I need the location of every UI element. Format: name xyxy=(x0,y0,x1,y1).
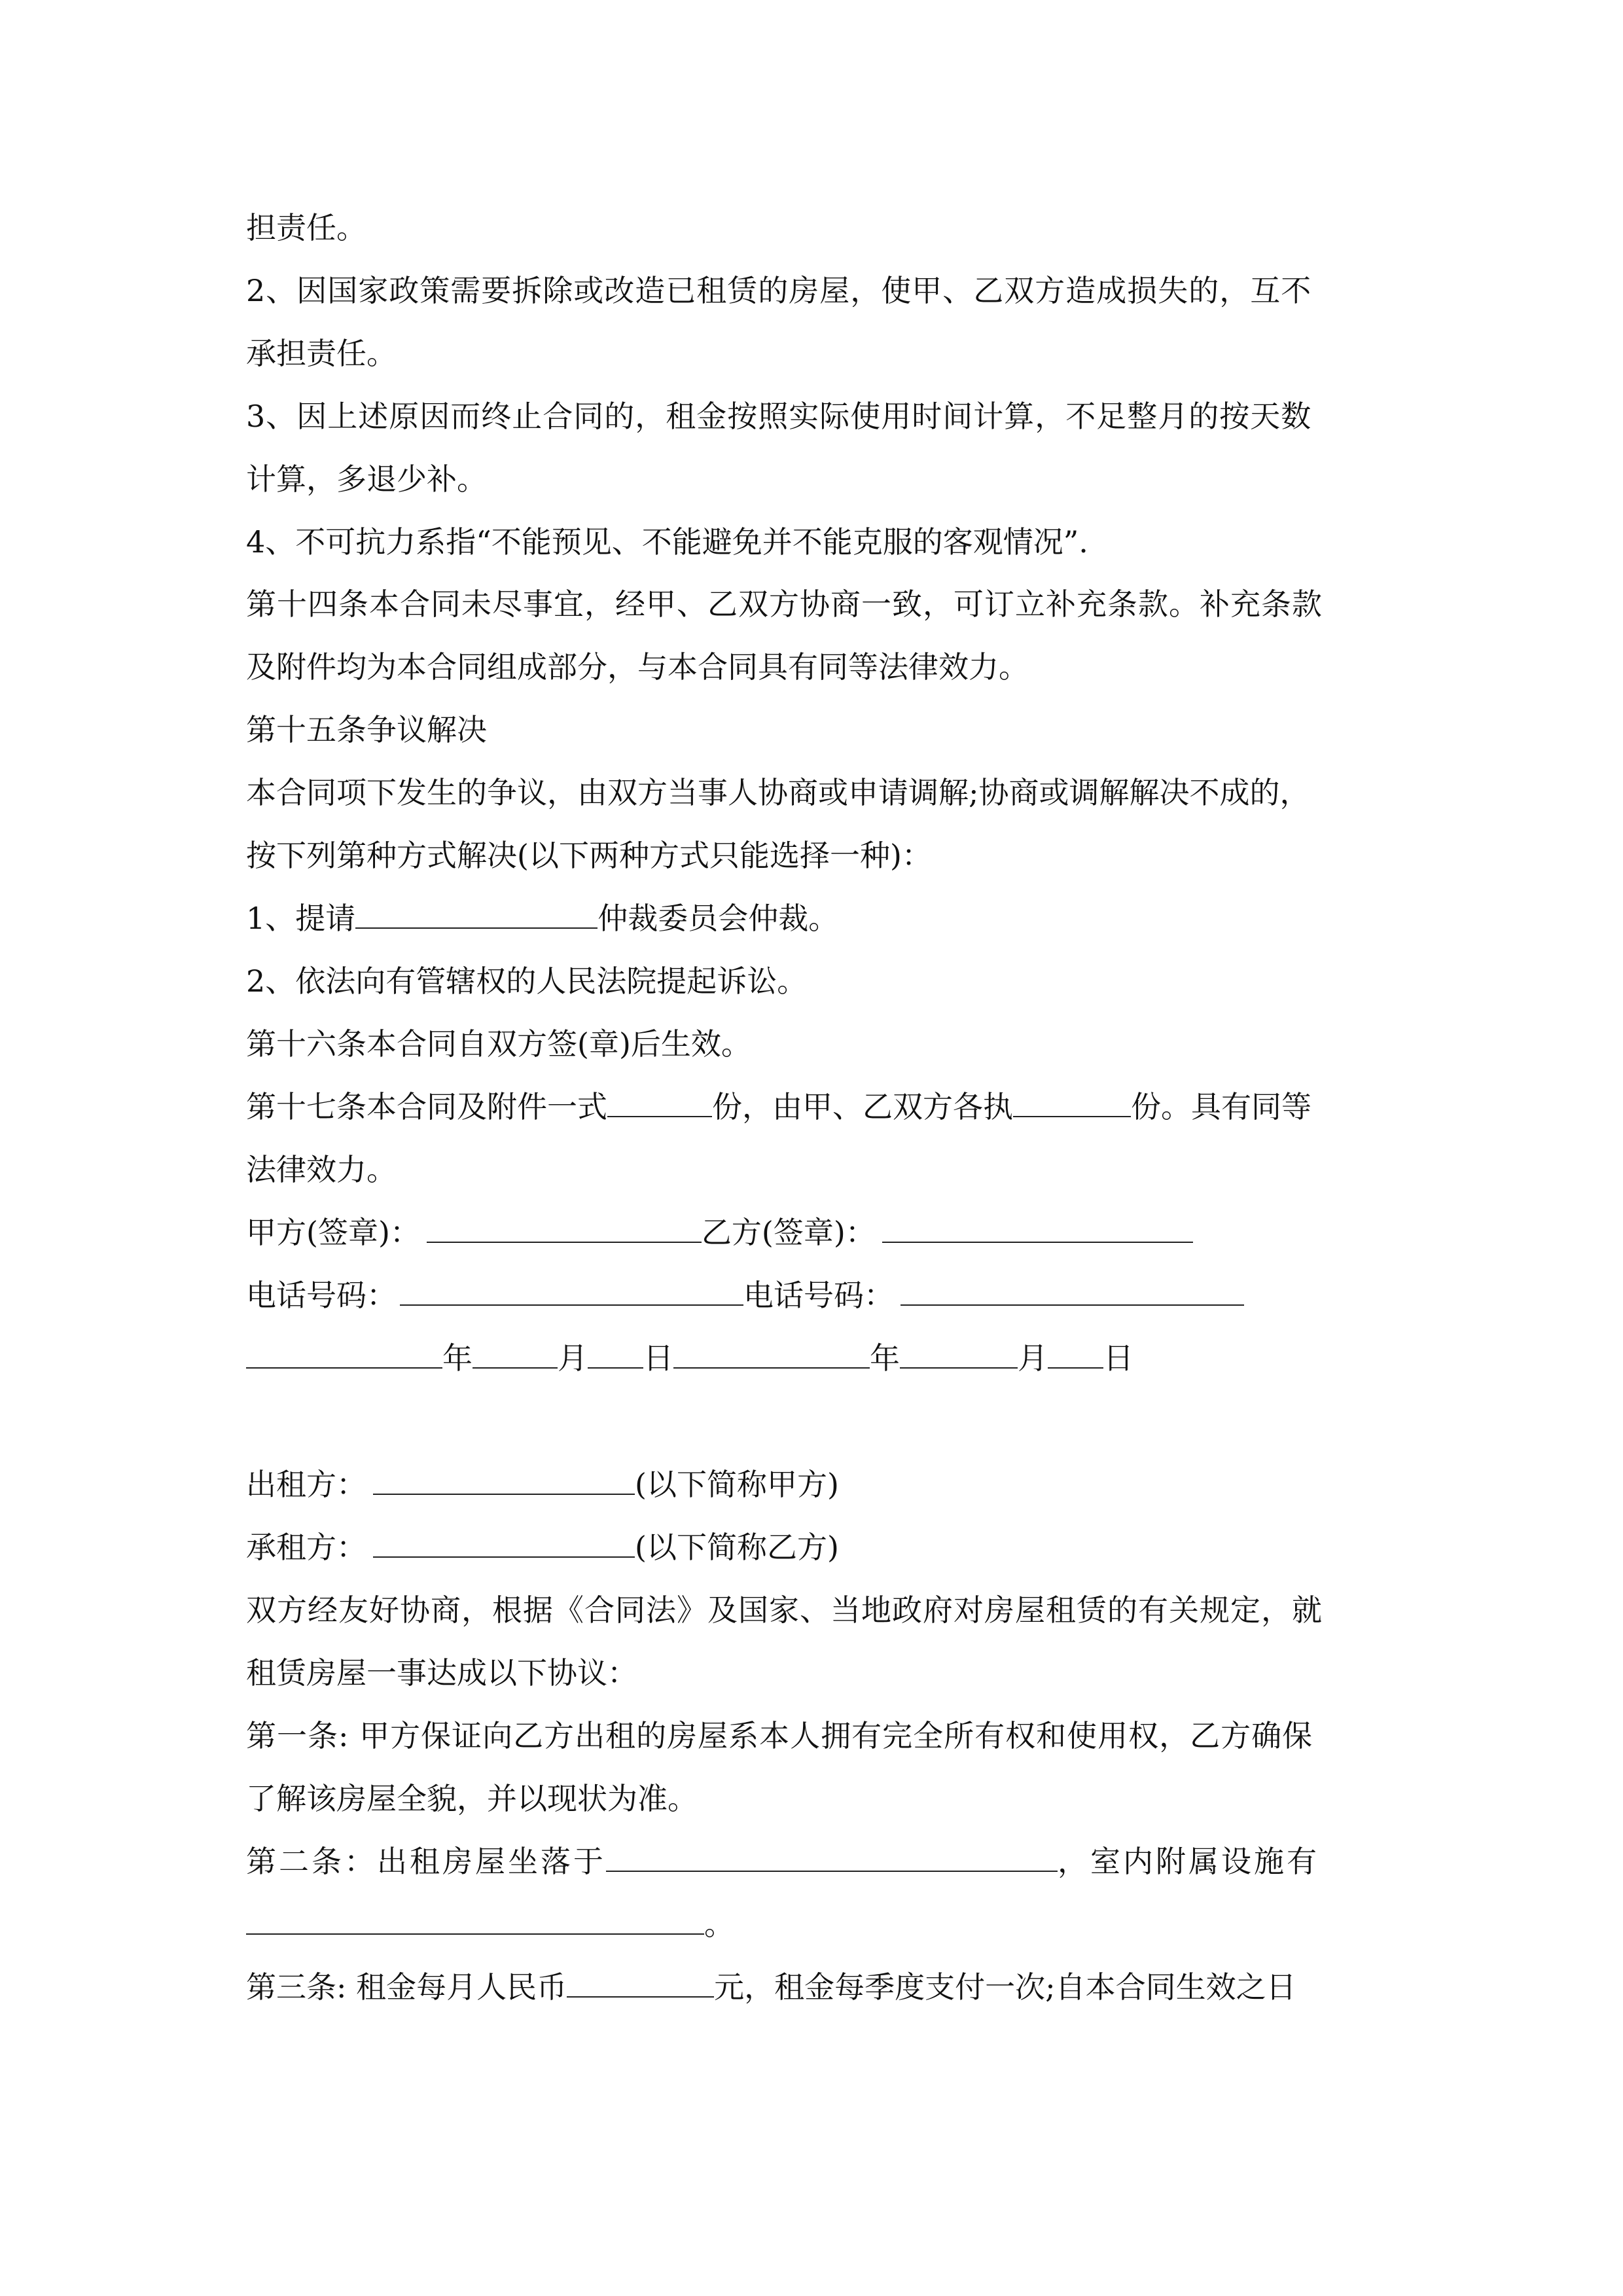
lessor-line xyxy=(246,1465,839,1504)
text-line: 法律效力。 xyxy=(246,1152,397,1187)
text-line: 双方经友好协商，根据《合同法》及国家、当地政府对房屋租赁的有关规定，就 xyxy=(246,1592,1323,1628)
text-line: 计算，多退少补。 xyxy=(246,461,487,497)
monthly-rent-blank[interactable] xyxy=(567,1970,714,1998)
text-line: 了解该房屋全貌，并以现状为准。 xyxy=(246,1781,698,1816)
text-line: 4、不可抗力系指“不能预见、不能避免并不能克服的客观情况”. xyxy=(246,524,1088,560)
party-a-phone-label: 电话号码： xyxy=(246,1278,397,1313)
arbitration-prefix: 1、提请 xyxy=(246,901,356,936)
text-line: 第十六条本合同自双方签(章)后生效。 xyxy=(246,1026,751,1062)
total-copies-blank[interactable] xyxy=(607,1090,712,1117)
party-b-day-blank[interactable] xyxy=(1048,1341,1103,1369)
phone-line xyxy=(246,1276,1244,1315)
article-2-continued xyxy=(246,1905,734,1944)
article-2-end: 。 xyxy=(704,1907,734,1942)
text-line: 承担责任。 xyxy=(246,336,397,371)
copies-line xyxy=(246,1087,1311,1126)
party-a-phone-blank[interactable] xyxy=(400,1278,743,1306)
party-a-signature-label: 甲方(签章)： xyxy=(246,1215,420,1250)
lessee-note: (以下简称乙方) xyxy=(635,1530,839,1565)
text-line: 及附件均为本合同组成部分，与本合同具有同等法律效力。 xyxy=(246,649,1029,685)
lessee-name-blank[interactable] xyxy=(373,1530,635,1558)
lessee-line xyxy=(246,1528,839,1567)
copies-text: 份，由甲、乙双方各执 xyxy=(712,1089,1013,1124)
facilities-blank[interactable] xyxy=(246,1907,704,1935)
party-b-signature-label: 乙方(签章)： xyxy=(701,1215,876,1250)
party-b-signature-blank[interactable] xyxy=(882,1215,1193,1243)
party-a-month-blank[interactable] xyxy=(473,1341,558,1369)
article-3-line xyxy=(246,1967,1296,2007)
day-label: 日 xyxy=(643,1340,673,1376)
article-3-prefix: 第三条: 租金每月人民币 xyxy=(246,1969,567,2005)
text-line: 2、因国家政策需要拆除或改造已租赁的房屋，使甲、乙双方造成损失的，互不 xyxy=(246,273,1312,308)
party-b-month-blank[interactable] xyxy=(900,1341,1018,1369)
article-3-suffix: 元，租金每季度支付一次;自本合同生效之日 xyxy=(714,1969,1296,2005)
party-b-phone-label: 电话号码： xyxy=(743,1278,894,1313)
arbitration-line xyxy=(246,899,838,938)
text-line: 担责任。 xyxy=(246,210,366,245)
text-line: 第一条: 甲方保证向乙方出租的房屋系本人拥有完全所有权和使用权，乙方确保 xyxy=(246,1718,1313,1753)
article-2-prefix: 第二条：出租房屋坐落于 xyxy=(246,1844,606,1879)
year-label: 年 xyxy=(870,1340,900,1376)
month-label: 月 xyxy=(558,1340,588,1376)
lessor-note: (以下简称甲方) xyxy=(635,1467,839,1502)
signature-line xyxy=(246,1213,1193,1252)
party-b-year-blank[interactable] xyxy=(673,1341,870,1369)
each-party-copies-blank[interactable] xyxy=(1013,1090,1131,1117)
month-label: 月 xyxy=(1018,1340,1048,1376)
article-2-line xyxy=(246,1842,1319,1881)
text-line: 租赁房屋一事达成以下协议： xyxy=(246,1655,637,1691)
lessor-label: 出租方： xyxy=(246,1467,366,1502)
party-a-year-blank[interactable] xyxy=(246,1341,442,1369)
day-label: 日 xyxy=(1103,1340,1133,1376)
text-line: 按下列第种方式解决(以下两种方式只能选择一种)： xyxy=(246,838,932,873)
party-a-day-blank[interactable] xyxy=(588,1341,643,1369)
arbitration-commission-blank[interactable] xyxy=(355,901,597,929)
text-line: 2、依法向有管辖权的人民法院提起诉讼。 xyxy=(246,963,808,999)
text-line: 3、因上述原因而终止合同的，租金按照实际使用时间计算，不足整月的按天数 xyxy=(246,399,1312,434)
copies-text: 份。具有同等 xyxy=(1131,1089,1311,1124)
date-line xyxy=(246,1338,1133,1378)
arbitration-suffix: 仲裁委员会仲裁。 xyxy=(597,901,839,936)
party-b-phone-blank[interactable] xyxy=(901,1278,1244,1306)
property-location-blank[interactable] xyxy=(606,1844,1058,1872)
section-heading: 第十五条争议解决 xyxy=(246,712,487,747)
text-line: 本合同项下发生的争议，由双方当事人协商或申请调解;协商或调解解决不成的， xyxy=(246,775,1310,810)
text-line: 第十四条本合同未尽事宜，经甲、乙双方协商一致，可订立补充条款。补充条款 xyxy=(246,586,1323,622)
article-2-suffix: ，室内附属设施有 xyxy=(1058,1844,1319,1879)
lessor-name-blank[interactable] xyxy=(373,1467,635,1495)
party-a-signature-blank[interactable] xyxy=(427,1215,702,1243)
copies-text: 第十七条本合同及附件一式 xyxy=(246,1089,607,1124)
year-label: 年 xyxy=(442,1340,473,1376)
lessee-label: 承租方： xyxy=(246,1530,366,1565)
